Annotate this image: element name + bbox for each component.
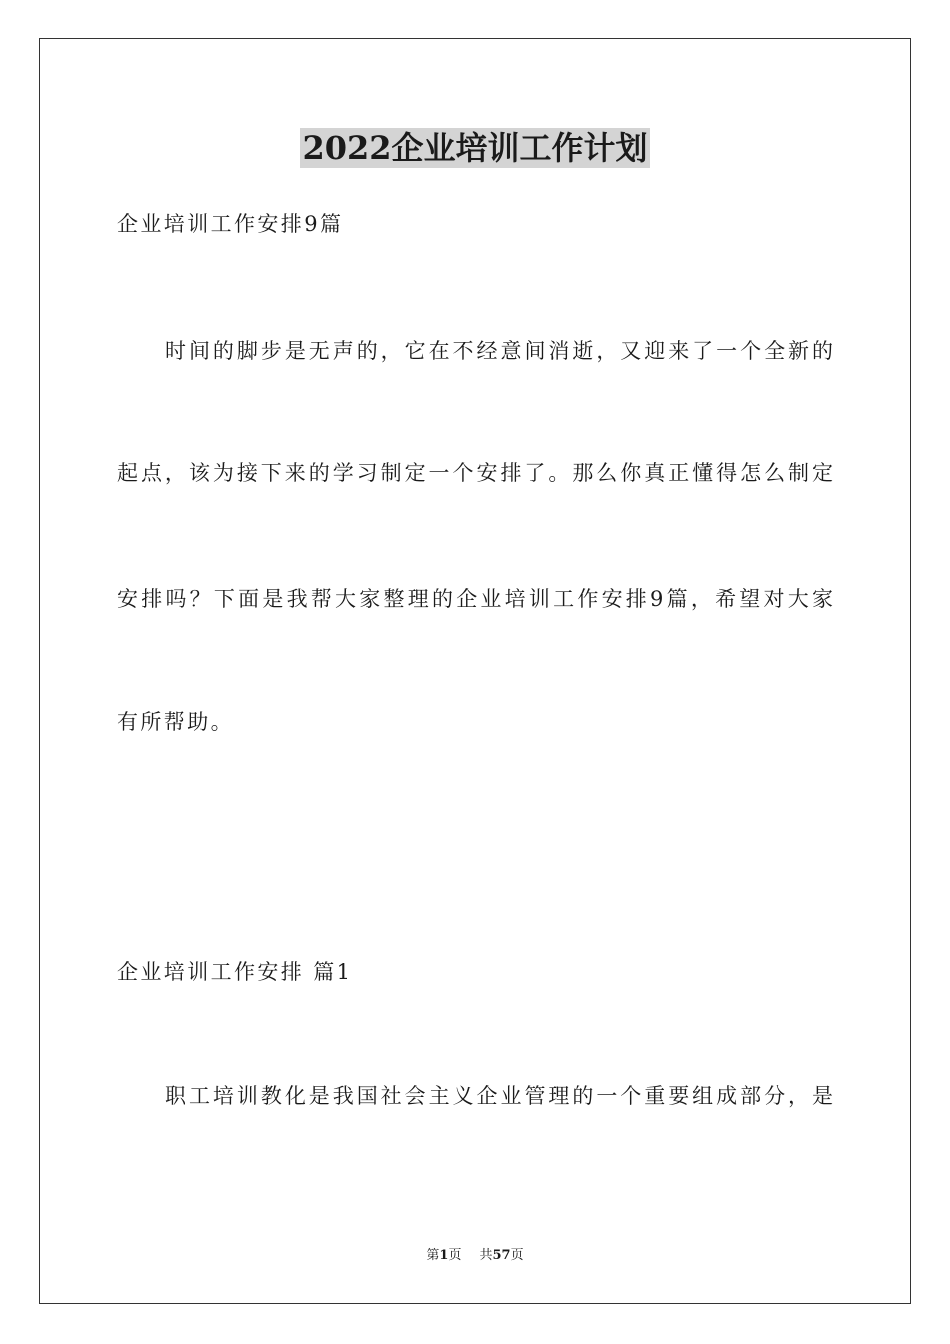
page-footer [0, 1247, 950, 1265]
intro-line-3: 安排吗？下面是我帮大家整理的企业培训工作安排9篇，希望对大家 [117, 587, 833, 611]
footer-page-suffix: 页 [448, 1248, 462, 1263]
footer-page-prefix: 第 [426, 1248, 440, 1263]
section-first-line: 职工培训教化是我国社会主义企业管理的一个重要组成部分，是 [165, 1084, 833, 1108]
intro-line-4: 有所帮助。 [117, 710, 234, 734]
footer-page-current: 1 [439, 1248, 449, 1263]
footer-page-total: 57 [492, 1248, 511, 1263]
section-heading: 企业培训工作安排 篇1 [117, 960, 353, 984]
title-container [0, 128, 950, 168]
document-title: 2022企业培训工作计划 [302, 129, 648, 167]
intro-line-1: 时间的脚步是无声的，它在不经意间消逝，又迎来了一个全新的 [165, 339, 833, 363]
footer-total-prefix: 共 [479, 1248, 493, 1263]
intro-line-2: 起点，该为接下来的学习制定一个安排了。那么你真正懂得怎么制定 [117, 461, 833, 485]
document-subtitle: 企业培训工作安排9篇 [117, 212, 344, 236]
footer-total-suffix: 页 [510, 1248, 524, 1263]
